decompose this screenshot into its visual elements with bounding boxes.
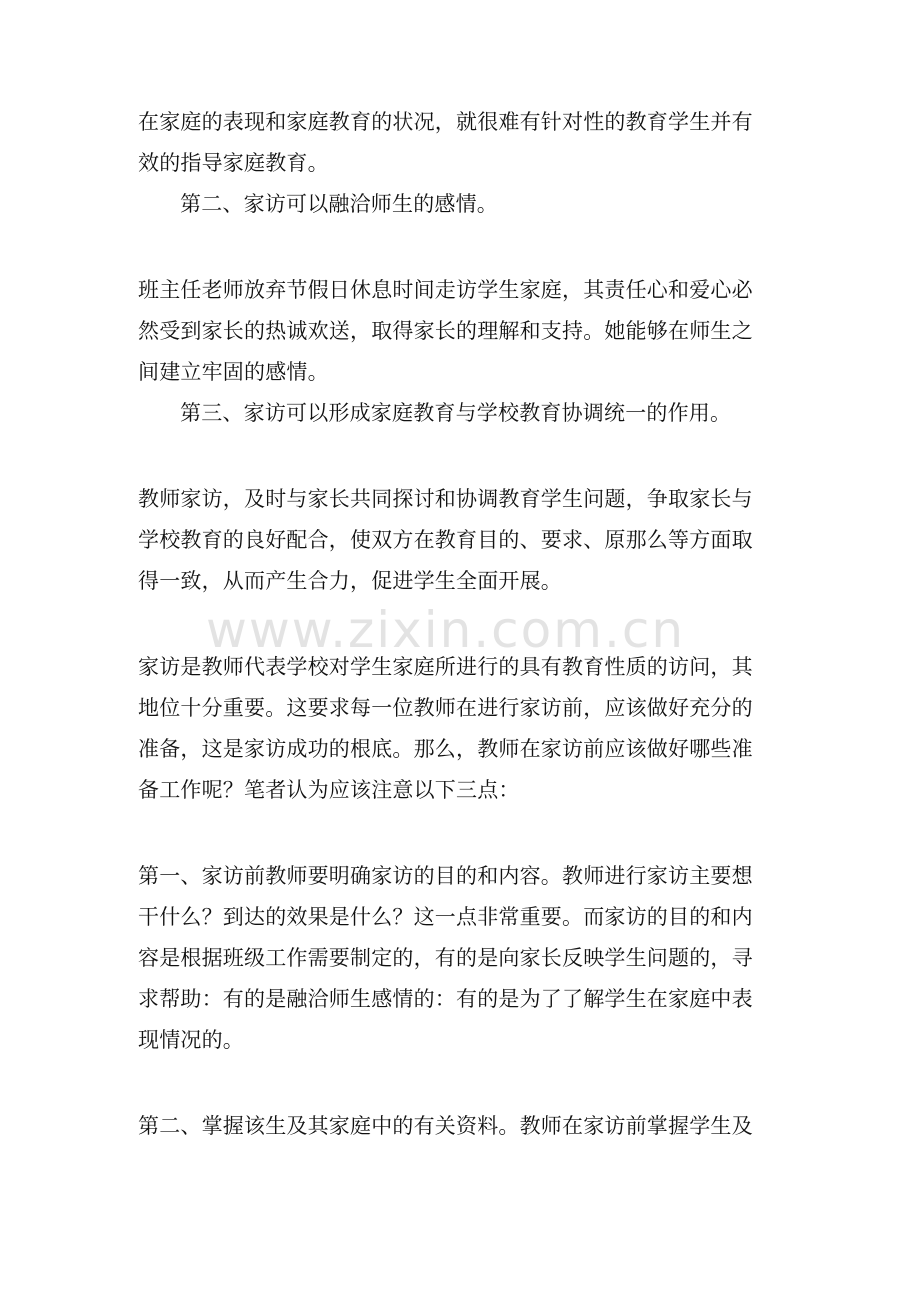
text-line: 第三、家访可以形成家庭教育与学校教育协调统一的作用。 [180,401,732,425]
paragraph-block [138,856,778,1061]
text-line: 得一致，从而产生合力，促进学生全面开展。 [138,569,562,593]
text-line: 效的指导家庭教育。 [138,151,329,175]
paragraph-block [138,1106,778,1147]
text-line: 在家庭的表现和家庭教育的状况，就很难有针对性的教育学生并有 [138,110,753,134]
paragraph-block [138,647,778,811]
text-line: 备工作呢？笔者认为应该注意以下三点： [138,778,520,802]
text-line: 容是根据班级工作需要制定的，有的是向家长反映学生问题的，寻 [138,946,753,970]
text-line: 求帮助：有的是融洽师生感情的：有的是为了了解学生在家庭中表 [138,987,753,1011]
text-line: 班主任老师放弃节假日休息时间走访学生家庭，其责任心和爱心必 [138,278,753,302]
text-line: 然受到家长的热诚欢送，取得家长的理解和支持。她能够在师生之 [138,319,753,343]
text-line: 间建立牢固的感情。 [138,360,329,384]
text-line: 第二、掌握该生及其家庭中的有关资料。教师在家访前掌握学生及 [138,1114,753,1138]
text-line: 地位十分重要。这要求每一位教师在进行家访前，应该做好充分的 [138,696,753,720]
text-line: 准备，这是家访成功的根底。那么，教师在家访前应该做好哪些准 [138,737,753,761]
text-line: 干什么？到达的效果是什么？这一点非常重要。而家访的目的和内 [138,905,753,929]
text-line: 教师家访，及时与家长共同探讨和协调教育学生问题，争取家长与 [138,487,753,511]
text-line: 学校教育的良好配合，使双方在教育目的、要求、原那么等方面取 [138,528,753,552]
text-line: 家访是教师代表学校对学生家庭所进行的具有教育性质的访问，其 [138,655,753,679]
text-line: 第一、家访前教师要明确家访的目的和内容。教师进行家访主要想 [138,864,753,888]
text-line: 现情况的。 [138,1028,244,1052]
site-watermark: www.zixin.com.cn [206,601,686,659]
text-line: 第二、家访可以融洽师生的感情。 [180,192,498,216]
document-content [138,102,778,1147]
paragraph-block [138,479,778,602]
paragraph-block [138,102,778,225]
paragraph-block [138,270,778,434]
